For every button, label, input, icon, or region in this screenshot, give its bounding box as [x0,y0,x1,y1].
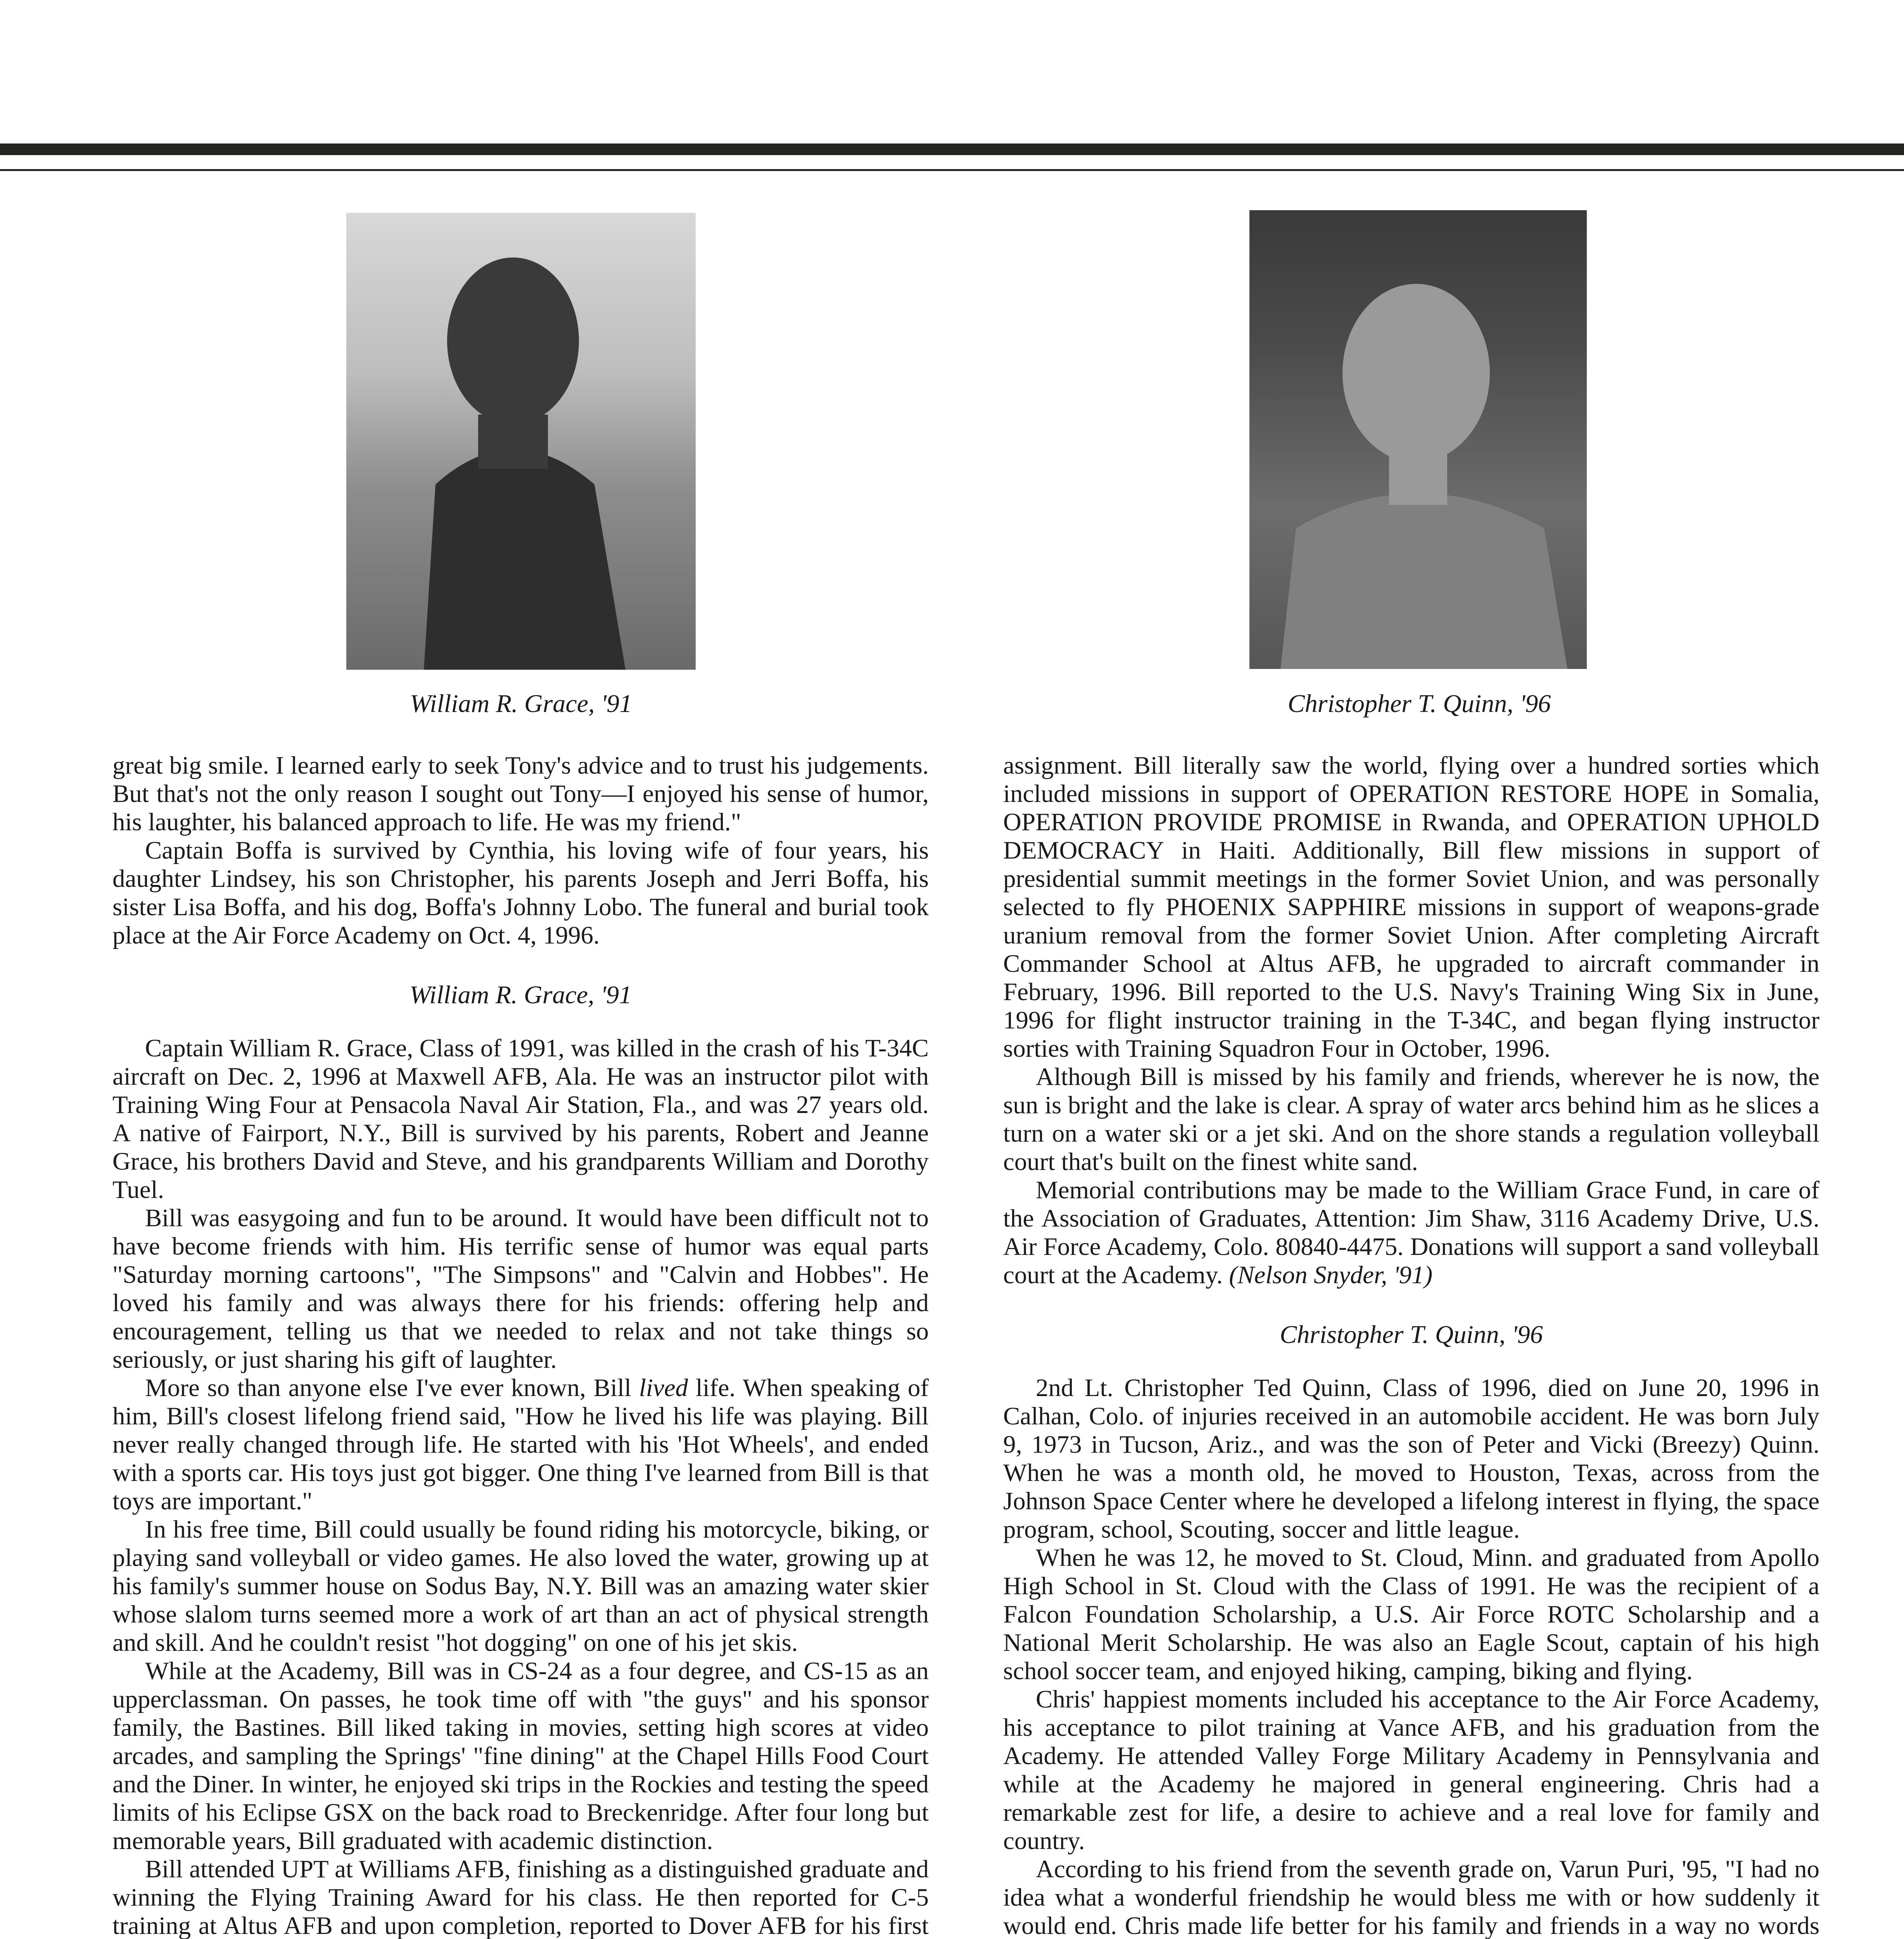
paragraph: While at the Academy, Bill was in CS-24 as a four degree, and CS-15 as an upperclassman. On passes, he took time off with "the guys" and his sponsor family, the Bastines. Bill liked taking in movies, setting high scores at video arcades, and sampling the Springs' "fine dining" at the Chapel Hills Food Court and the Diner. In winter, he enjoyed ski trips in the Rockies and testing the speed limits of his Eclipse GSX on the back road to Breckenridge. After four long but memorable years, Bill graduated with academic distinction. [112,1657,929,1855]
paragraph: Bill was easygoing and fun to be around. It would have been difficult not to have become friends with him. His terrific sense of humor was equal parts "Saturday morning cartoons", "The Simpsons" and "Calvin and Hobbes". He loved his family and was always there for his friends: offering help and encouragement, telling us that we needed to relax and not take things so seriously, or just sharing his gift of laughter. [112,1204,929,1374]
paragraph: According to his friend from the seventh grade on, Varun Puri, '95, "I had no idea what a wonderful friendship he would bless me with or how suddenly it would end. Chris made life better for his family and friends in a way no words [1003,1855,1819,1939]
paragraph: Although Bill is missed by his family and friends, wherever he is now, the sun is bright and the lake is clear. A spray of water arcs behind him as he slices a turn on a water ski or a jet ski. And on the shore stands a regulation volleyball court that's built on the finest white sand. [1003,1063,1819,1176]
text-span: life. When speaking of him, Bill's closest lifelong friend said, "How he lived his life was playing. Bill never really changed through life. He started with his 'Hot Wheels', and ended with a sports car. His toys just got bigger. One thing I've learned from Bill is that toys are important." [112,1374,929,1515]
header-rule-thin [0,169,1904,171]
photo-caption-left: William R. Grace, '91 [409,690,632,718]
emphasis-text: lived [639,1374,688,1402]
portrait-silhouette-right [1249,210,1587,669]
paragraph: When he was 12, he moved to St. Cloud, Minn. and graduated from Apollo High School in St. Cloud with the Class of 1991. He was the recipient of a Falcon Foundation Scholarship, a U.S. Air Force ROTC Scholarship and a National Merit Scholarship. He was also an Eagle Scout, captain of his high school soccer team, and enjoyed hiking, camping, biking and flying. [1003,1544,1819,1685]
section-heading-grace: William R. Grace, '91 [409,981,632,1009]
article-column-right [1003,752,1819,1939]
header-rule-thick [0,143,1904,155]
paragraph: Bill attended UPT at Williams AFB, finishing as a distinguished graduate and winning the Flying Training Award for his class. He then reported for C-5 training at Altus AFB and upon completion, reported to Dover AFB for his first [112,1855,929,1939]
article-column-left [112,752,929,1939]
paragraph: In his free time, Bill could usually be found riding his motorcycle, biking, or playing sand volleyball or video games. He also loved the water, growing up at his family's summer house on Sodus Bay, N.Y. Bill was an amazing water skier whose slalom turns seemed more a work of art than an act of physical strength and skill. And he couldn't resist "hot dogging" on one of his jet skis. [112,1516,929,1657]
photo-christopher-quinn [1249,210,1587,669]
paragraph: 2nd Lt. Christopher Ted Quinn, Class of 1996, died on June 20, 1996 in Calhan, Colo. of injuries received in an automobile accident. He was born July 9, 1973 in Tucson, Ariz., and was the son of Peter and Vicki (Breezy) Quinn. When he was a month old, he moved to Houston, Texas, across from the Johnson Space Center where he developed a lifelong interest in flying, the space program, school, Scouting, soccer and little league. [1003,1374,1819,1543]
text-span: Memorial contributions may be made to the William Grace Fund, in care of the Association of Graduates, Attention: Jim Shaw, 3116 Academy Drive, U.S. Air Force Academy, Colo. 80840-4475. Donations will support a sand volleyball court at the Academy. [1003,1176,1819,1289]
paragraph: Captain Boffa is survived by Cynthia, his loving wife of four years, his daughter Lindsey, his son Christopher, his parents Joseph and Jerri Boffa, his sister Lisa Boffa, and his dog, Boffa's Johnny Lobo. The funeral and burial took place at the Air Force Academy on Oct. 4, 1996. [112,836,929,949]
author-credit: (Nelson Snyder, '91) [1229,1261,1433,1289]
paragraph: Chris' happiest moments included his acceptance to the Air Force Academy, his acceptance to pilot training at Vance AFB, and his graduation from the Academy. He attended Valley Forge Military Academy in Pennsylvania and while at the Academy he majored in general engineering. Chris had a remarkable zest for life, a desire to achieve and a real love for family and country. [1003,1685,1819,1855]
paragraph: great big smile. I learned early to seek Tony's advice and to trust his judgements. But that's not the only reason I sought out Tony—I enjoyed his sense of humor, his laughter, his balanced approach to life. He was my friend." [112,752,929,836]
photo-william-grace [346,213,696,670]
paragraph [112,1374,929,1516]
portrait-silhouette-left [346,213,696,670]
section-heading-quinn: Christopher T. Quinn, '96 [1280,1320,1543,1349]
text-span: More so than anyone else I've ever known, Bill [145,1374,639,1402]
paragraph [1003,1176,1819,1289]
paragraph: Captain William R. Grace, Class of 1991, was killed in the crash of his T-34C aircraft on Dec. 2, 1996 at Maxwell AFB, Ala. He was an instructor pilot with Training Wing Four at Pensacola Naval Air Station, Fla., and was 27 years old. A native of Fairport, N.Y., Bill is survived by his parents, Robert and Jeanne Grace, his brothers David and Steve, and his grandparents William and Dorothy Tuel. [112,1034,929,1204]
paragraph: assignment. Bill literally saw the world, flying over a hundred sorties which included missions in support of OPERATION RESTORE HOPE in Somalia, OPERATION PROVIDE PROMISE in Rwanda, and OPERATION UPHOLD DEMOCRACY in Haiti. Additionally, Bill flew missions in support of presidential summit meetings in the former Soviet Union, and was personally selected to fly PHOENIX SAPPHIRE missions in support of weapons-grade uranium removal from the former Soviet Union. After completing Aircraft Commander School at Altus AFB, he upgraded to aircraft commander in February, 1996. Bill reported to the U.S. Navy's Training Wing Six in June, 1996 for flight instructor training in the T-34C, and began flying instructor sorties with Training Squadron Four in October, 1996. [1003,752,1819,1063]
photo-caption-right: Christopher T. Quinn, '96 [1287,690,1551,718]
